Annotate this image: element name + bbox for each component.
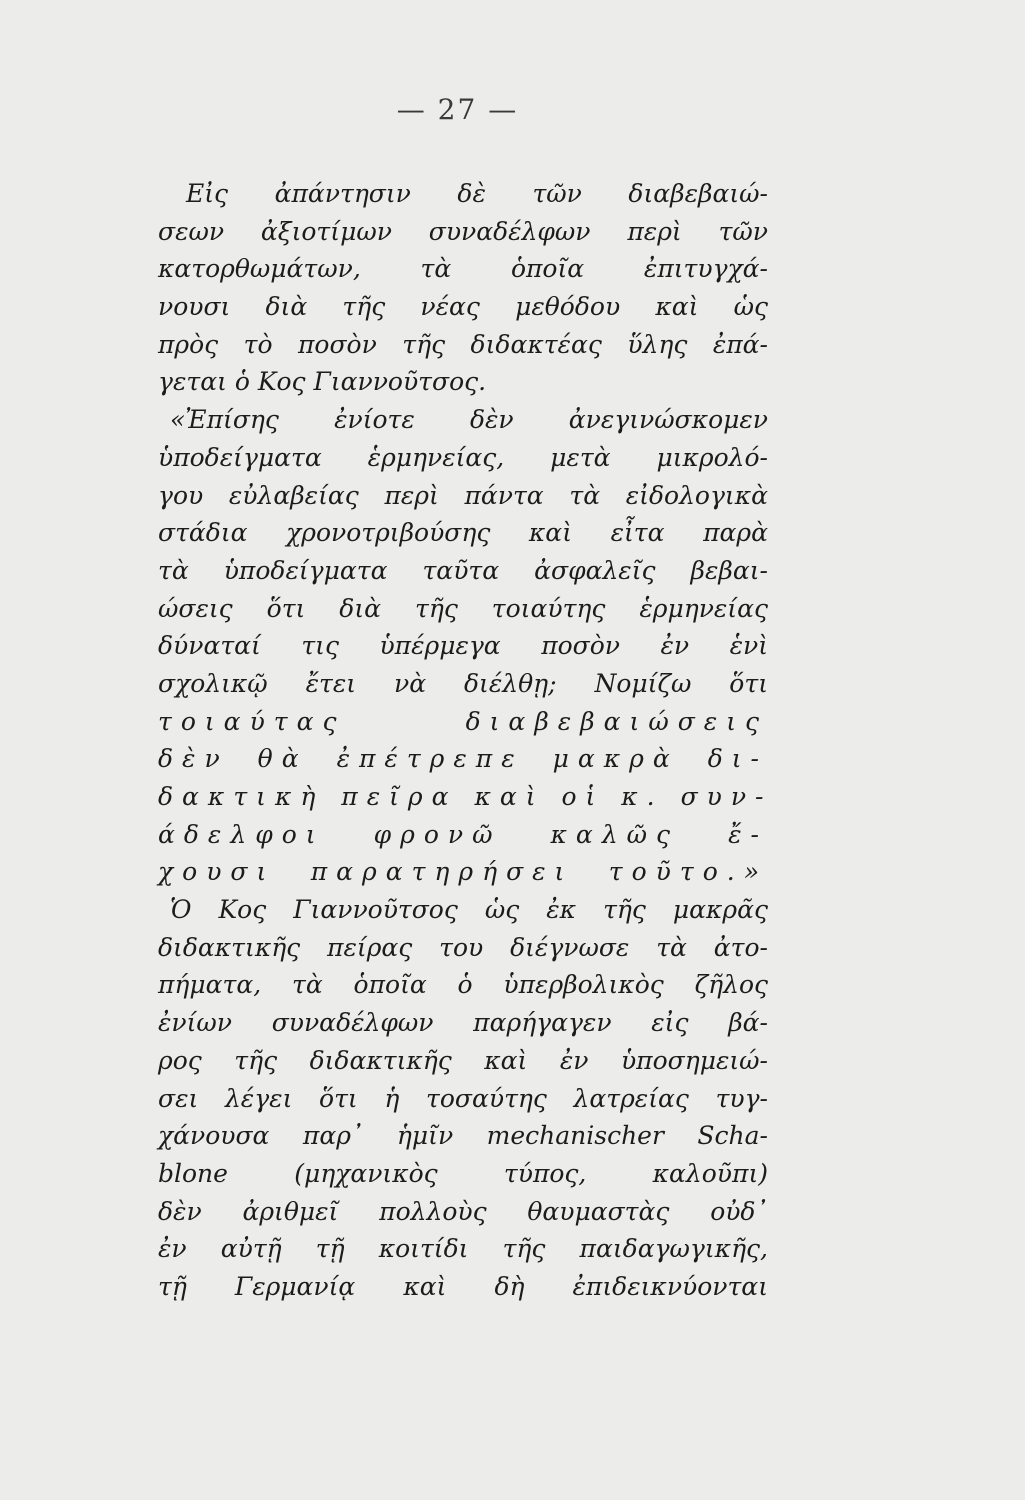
text-line: Ὁ Κος Γιαννοῦτσος ὡς ἐκ τῆς μακρᾶς	[170, 895, 768, 925]
text-line: στάδια χρονοτριβούσης καὶ εἶτα παρὰ	[158, 518, 768, 548]
text-line: νουσι διὰ τῆς νέας μεθόδου καὶ ὡς	[158, 292, 768, 322]
text-line: τοιαύτας διαβεβαιώσεις	[158, 706, 768, 736]
text-line: δακτικὴ πεῖρα καὶ οἱ κ. συν-	[158, 782, 773, 811]
text-line: ὑποδείγματα ἑρμηνείας, μετὰ μικρολό-	[158, 442, 768, 472]
text-line: Εἰς ἀπάντησιν δὲ τῶν διαβεβαιώ-	[186, 179, 768, 208]
text-line: blone (μηχανικὸς τύπος, καλοῦπι)	[158, 1158, 768, 1188]
text-line: τὰ ὑποδείγματα ταῦτα ἀσφαλεῖς βεβαι-	[158, 555, 768, 585]
text-line: ώσεις ὅτι διὰ τῆς τοιαύτης ἑρμηνείας	[158, 593, 768, 623]
text-line: πήματα, τὰ ὁποῖα ὁ ὑπερβολικὸς ζῆλος	[158, 970, 768, 1000]
text-line: χάνουσα παρ᾽ ἡμῖν mechanischer Scha-	[158, 1121, 768, 1151]
text-line: δὲν ἀριθμεῖ πολλοὺς θαυμαστὰς οὐδ᾽	[158, 1196, 768, 1226]
page-number: — 27 —	[396, 93, 519, 126]
text-line: σχολικῷ ἔτει νὰ διέλθῃ; Νομίζω ὅτι	[158, 668, 768, 698]
body-text	[158, 175, 773, 1306]
text-line: ἐνίων συναδέλφων παρήγαγεν εἰς βά-	[158, 1008, 768, 1038]
text-line: «Ἐπίσης ἐνίοτε δὲν ἀνεγινώσκομεν	[170, 405, 768, 435]
text-line: πρὸς τὸ ποσὸν τῆς διδακτέας ὕλης ἐπά-	[158, 329, 768, 359]
text-line: ἐν αὐτῇ τῇ κοιτίδι τῆς παιδαγωγικῆς,	[158, 1234, 768, 1264]
text-line: δύναταί τις ὑπέρμεγα ποσὸν ἐν ἑνὶ	[158, 631, 768, 661]
text-line: τῇ Γερμανίᾳ καὶ δὴ ἐπιδεικνύονται	[158, 1271, 768, 1301]
text-line: κατορθωμάτων, τὰ ὁποῖα ἐπιτυγχά-	[158, 254, 768, 284]
text-line: γου εὐλαβείας περὶ πάντα τὰ εἰδολογικὰ	[158, 480, 768, 510]
text-line: σει λέγει ὅτι ἡ τοσαύτης λατρείας τυγ-	[158, 1083, 768, 1113]
text-line: γεται ὁ Κος Γιαννοῦτσος.	[158, 367, 487, 397]
text-line: άδελφοι φρονῶ καλῶς ἔ-	[158, 819, 768, 849]
text-line: δὲν θὰ ἐπέτρεπε μακρὰ δι-	[158, 744, 768, 774]
text-line: διδακτικῆς πείρας του διέγνωσε τὰ ἀτο-	[158, 932, 768, 962]
text-line: ρος τῆς διδακτικῆς καὶ ἐν ὑποσημειώ-	[158, 1045, 768, 1075]
text-line: χουσι παρατηρήσει τοῦτο.»	[158, 857, 768, 887]
text-line: σεων ἀξιοτίμων συναδέλφων περὶ τῶν	[158, 216, 768, 246]
